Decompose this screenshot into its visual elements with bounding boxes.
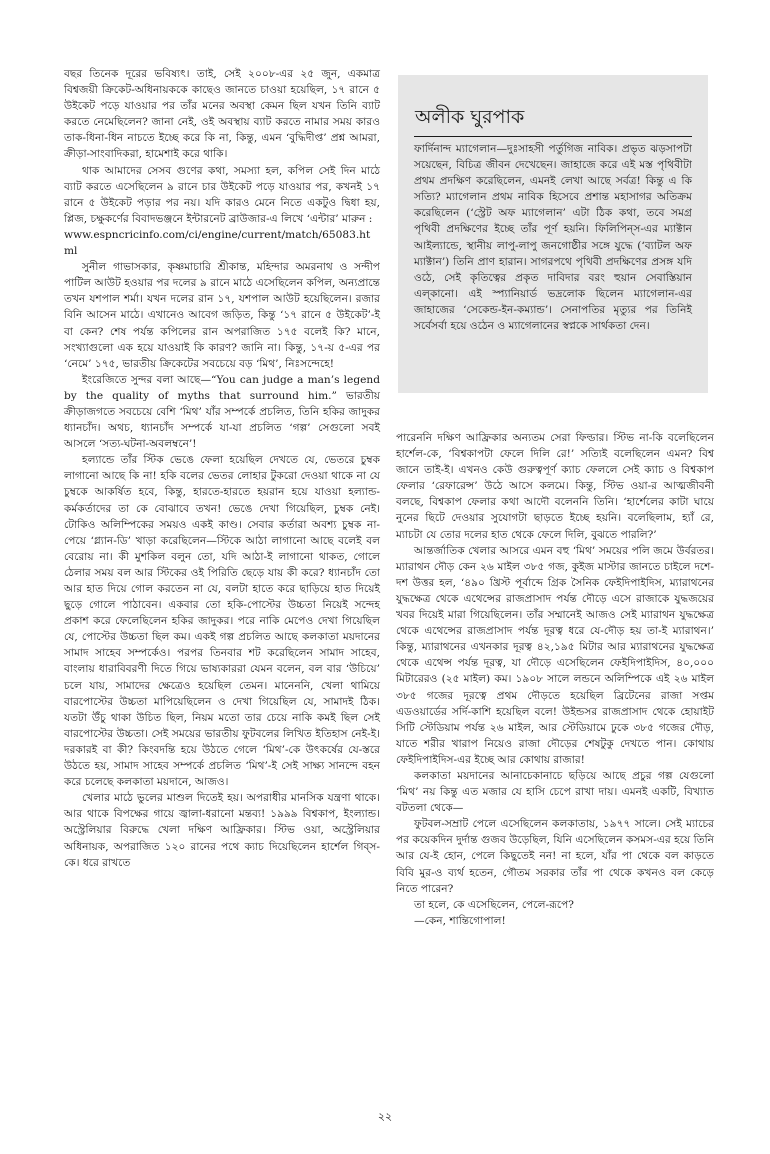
sidebar-divider [414,136,692,137]
left-text-column [64,66,380,871]
match-url: www.espncricinfo.com/ci/engine/current/match/65083.html [64,228,371,258]
paragraph: হল্যান্ডে তাঁর স্টিক ভেঙে ফেলা হয়েছিল দেখতে যে, ভেতরে চুম্বক লাগানো আছে কি না! হকি বলের ভেতর লোহার টুকরো দেওয়া থাকে না যে চুম্বকে আকর্ষিত হবে, কিন্তু, হারতে-হারতে হয়রান হয়ে যাওয়া হল্যান্ড-কর্মকর্তাদের তা কে বোঝাবে তখন! ভেঙে দেখা গিয়েছিল, চুম্বক নেই। টোকিও অলিম্পিকের সময়ও একই কাণ্ড। সেবার কর্তারা অবশ্য চুম্বক না-পেয়ে ‘গ্ল্যান-ডি’ খাড়া করেছিলেন—স্টিকে আঠা লাগানো আছে বলেই বল বেরোয় না। কী মুশকিল বলুন তো, যদি আঠা-ই লাগানো থাকত, গোলে ঠেলার সময় বল আর স্টিকের ওই পিরিতি ছেড়ে যায় কী করে? ধ্যানচাঁদ তো আর হাত দিয়ে গোল করতেন না যে, বলটা হাতে করে ছাড়িয়ে হাত দিয়েই ছুড়ে গোলে পাঠাবেন। একবার তো হকি-পোস্টের উচ্চতা নিয়েই সন্দেহ প্রকাশ করে ফেলেছিলেন হকির জাদুকর। পরে নাকি মেপেও দেখা গিয়েছিল যে, পোস্টের উচ্চতা ছিল কম। একই গল্প প্রচলিত আছে কলকাতা ময়দানের সামাদ সাহেব সম্পর্কেও। পরপর তিনবার শট করেছিলেন সামাদ সাহেব, বাংলায় ধারাবিবরণী দিতে গিয়ে ভাষ্যকাররা যেমন বলেন, বল বার ‘উচিয়ে’ চলে যায়, সামাদের ক্ষেত্রেও হয়েছিল তেমন। মানেননি, খেলা থামিয়ে বারপোস্টের উচ্চতা মাপিয়েছিলেন ও দেখা গিয়েছিল যে, সামাদই ঠিক। যতটা উঁচু থাকা উচিত ছিল, নিয়ম মতো তার চেয়ে নাকি কমই ছিল সেই বারপোস্টের উচ্চতা। সেই সময়ের ভারতীয় ফুটবলের লিখিত ইতিহাস নেই-ই। দরকারই বা কী? কিংবদন্তি হয়ে উঠতে গেলে ‘মিথ’-কে উৎকর্ষের যে-স্তরে উঠতে হয়, সামাদ সাহেব সম্পর্কে প্রচলিত ‘মিথ’-ই সেই সাক্ষ্য সানন্দে বহন করে চলেছে কলকাতা ময়দানে, আজও। [64,454,380,789]
sidebar-title: অলীক ঘুরপাক [415,106,525,128]
paragraph: খেলার মাঠে ভুলের মাশুল দিতেই হয়। অপরাধীর মানসিক যন্ত্রণা থাকে। আর থাকে বিপক্ষের গায়ে জ্বালা-ধরানো মন্তব্য! ১৯৯৯ বিশ্বকাপ, ইংল্যান্ড। অস্ট্রেলিয়ার বিরুদ্ধে খেলা দক্ষিণ আফ্রিকার। স্টিভ ওয়া, অস্ট্রেলিয়ার অধিনায়ক, অপরাজিত ১২০ রানের পথে ক্যাচ দিয়েছিলেন হার্শেল গিব্‌স-কে। ধরে রাখতে [64,792,380,869]
paragraph: ফুটবল-সম্রাট পেলে এসেছিলেন কলকাতায়, ১৯৭৭ সালে। সেই ম্যাচের পর কয়েকদিন দুর্দান্ত গুজব উড়েছিল, যিনি এসেছিলেন কসমস-এর হয়ে তিনি আর যে-ই হোন, পেলে কিছুতেই নন! না হলে, যাঁর পা থেকে বল কাড়তে বিবি মুর-ও ব্যর্থ হতেন, গৌতম সরকার তাঁর পা থেকে কখনও বল কেড়ে নিতে পারেন? [396,818,714,895]
paragraph: সুনীল গাভাসকার, কৃষ্ণমাচারি শ্রীকান্ত, মহিন্দার অমরনাথ ও সন্দীপ পাটিল আউট হওয়ার পর দলের ৯ রানে মাঠে এসেছিলেন কপিল, অন্যপ্রান্তে তখন যশপাল শর্মা। যখন দলের রান ১৭, যশপাল আউট হয়েছিলেন। রজার বিনি আসেন মাঠে। এখানেও আবেগ জড়িত, কিন্তু ‘১৭ রানে ৫ উইকেট’-ই বা কেন? শেষ পর্যন্ত কপিলের রান অপরাজিত ১৭৫ বলেই কি? মানে, সংখ্যাগুলো এক হয়ে যাওয়াই কি কারণ? জানি না। কিন্তু, ১৭-য় ৫-এর পর ‘নেমে’ ১৭৫, ভারতীয় ক্রিকেটের সবচেয়ে বড় ‘মিথ’, নিঃসন্দেহে! [64,261,380,370]
paragraph: —কেন, শান্তিগোপাল! [414,914,506,927]
paragraph: আন্তর্জাতিক খেলার আসরে এমন বহু ‘মিথ’ সময়ের পলি জমে উর্বরতর। ম্যারাথন দৌড় কেন ২৬ মাইল ৩৮৫ গজ, কুইজ মাস্টার জানতে চাইলে দশে-দশ উত্তর হল, ‘৪৯০ খ্রিস্ট পূর্বাব্দে গ্রিক সৈনিক ফেইদিপাইদিস, ম্যারাথনের যুদ্ধক্ষেত্র থেকে এথেন্সের রাজপ্রাসাদ পর্যন্ত দৌড়ে এসে রাজাকে যুদ্ধজয়ের খবর দিয়েই মারা গিয়েছিলেন। তাঁর সম্মানেই আজও সেই ম্যারাথন যুদ্ধক্ষেত্র থেকে এথেন্সের রাজপ্রাসাদ পর্যন্ত দূরত্ব ধরে যে-দৌড় হয় তা-ই ম্যারাথন।’ কিন্তু, ম্যারাথনের এখনকার দূরত্ব ৪২,১৯৫ মিটার আর ম্যারাথনের যুদ্ধক্ষেত্র থেকে এথেন্স পর্যন্ত দূরত্ব, যা দৌড়ে এসেছিলেন ফেইদিপাইদিস, ৪০,০০০ মিটারেরও (২৫ মাইল) কম। ১৯০৮ সালে লন্ডনে অলিম্পিকে এই ২৬ মাইল ৩৮৫ গজের দূরত্বে প্রথম দৌড়তে হয়েছিল ব্রিটেনের রাজা সপ্তম এডওয়ার্ডের সর্দি-কাশি হয়েছিল বলে! উইন্ডসর রাজপ্রাসাদ থেকে হোয়াইট সিটি স্টেডিয়াম পর্যন্ত ২৬ মাইল, আর স্টেডিয়ামে ঢুকে ৩৮৫ গজের দৌড়, যাতে শরীর খারাপ নিয়েও রাজা দৌড়ের শেষটুকু দেখতে পান। কোথায় ফেইদিপাইদিস-এর ইচ্ছে আর কোথায় রাজার! [396,544,714,766]
paragraph: তা হলে, কে এসেছিলেন, পেলে-রূপে? [414,898,574,911]
page-number: ২২ [377,1110,393,1123]
paragraph: পারেননি দক্ষিণ আফ্রিকার অন্যতম সেরা ফিল্ডার। স্টিভ না-কি বলেছিলেন হার্শেল-কে, ‘বিশ্বকাপটা ফেলে দিলি রে!’ সত্যিই বলেছিলেন এমন? বিশ্ব জানে তাই-ই। এখনও কেউ গুরুত্বপূর্ণ ক্যাচ ফেললে সেই ক্যাচ ও বিশ্বকাপ ফেলার ‘রেফারেন্স’ উঠে আসে কলমে। কিন্তু, স্টিভ ওয়া-র আত্মজীবনী বলছে, বিশ্বকাপ ফেলার কথা আদৌ বলেননি তিনি। ‘হার্শেলের কাটা ঘায়ে নুনের ছিটে দেওয়ার সুযোগটা ছাড়তে ইচ্ছে হয়নি। বলেছিলাম, হ্যাঁ রে, ম্যাচটা যে তোর দলের হাত থেকে ফেলে দিলি, বুঝতে পারলি?’ [396,432,714,541]
sidebar-box [398,75,708,393]
paragraph: থাক আমাদের সেসব গুণের কথা, সমস্যা হল, কপিল সেই দিন মাঠে ব্যাট করতে এসেছিলেন ৯ রানে চার উইকেট পড়ে যাওয়ার পর, কখনই ১৭ রানে ৫ উইকেট পড়ার পর নয়। যদি কারও মেনে নিতে একটুও দ্বিধা হয়, প্লিজ, চক্ষুকর্ণের বিবাদভঞ্জনে ইন্টারনেট ব্রাউজার-এ লিখে ‘এন্টার’ মারুন : [64,164,380,225]
sidebar-paragraph: ফার্দিনান্দ ম্যাগেলান—দুঃসাহসী পর্তুগিজ নাবিক। প্রভৃত ঝড়সাপটা সয়েছেন, বিচিত্র জীবন দেখেছেন। জাহাজে করে এই মস্ত পৃথিবীটা প্রথম প্রদক্ষিণ করেছিলেন, এমনই লেখা আছে সর্বত্র! কিন্তু এ কি সত্যি? ম্যাগেলান প্রথম নাবিক হিসেবে প্রশান্ত মহাসাগর অতিক্রম করেছিলেন (‘স্ট্রেট অফ ম্যাগেলান’ এটা ঠিক কথা, তবে সমগ্র পৃথিবী প্রদক্ষিণের ইচ্ছে তাঁর পূর্ণ হয়নি। ফিলিপিন্‌স-এর ম্যাক্টান আইল্যান্ডে, স্থানীয় লাপু-লাপু জনগোষ্ঠীর সঙ্গে যুদ্ধে (‘ব্যাটল অফ ম্যাক্টান’) তিনি প্রাণ হারান। সাগরপথে পৃথিবী প্রদক্ষিণের প্রসঙ্গ যদি ওঠে, সেই কৃতিত্বের প্রকৃত দাবিদার বরং হুয়ান সেবাস্তিয়ান এল্‌কানো। এই স্প্যানিয়ার্ড ভদ্রলোক ছিলেন ম্যাগেলান-এর জাহাজের ‘সেকেন্ড-ইন-কম্যান্ড’। সেনাপতির মৃত্যুর পর তিনিই সর্বেসর্বা হয়ে ওঠেন ও ম্যাগেলানের স্বপ্নকে সার্থকতা দেন। [414,143,692,333]
sidebar-body [414,141,692,334]
paragraph: ইংরেজিতে সুন্দর বলা আছে—“You can judge a man’s legend by the quality of myths that surround him.” ভারতীয় ক্রীড়াজগতে সবচেয়ে বেশি ‘মিথ’ যাঁর সম্পর্কে প্রচলিত, তিনি হকির জাদুকর ধ্যানচাঁদ। অথচ, ধ্যানচাঁদ সম্পর্কে যা-যা প্রচলিত ‘গল্প’ সেগুলো সবই আসলে ‘সত্য-ঘটনা-অবলম্বনে’! [64,373,380,451]
right-text-column [396,430,714,929]
paragraph: বছর তিনেক দূরের ভবিষ্যৎ। তাই, সেই ২০০৮-এর ২৫ জুন, একমাত্র বিশ্বজয়ী ক্রিকেট-অধিনায়ককে কাছেও জানতে চাওয়া হয়েছিল, ১৭ রানে ৫ উইকেট পড়ে যাওয়ার পর তাঁর মনের অবস্থা কেমন ছিল যখন তিনি ব্যাট করতে নেমেছিলেন? জানা নেই, ওই অবস্থায় ব্যাট করতে নামার সময় কারও তাক-ধিনা-ধিন নাচতে ইচ্ছে করে কি না, কিন্তু, এমন ‘বুদ্ধিদীপ্ত’ প্রশ্ন আমরা, ক্রীড়া-সাংবাদিকরা, হামেশাই করে থাকি। [64,68,380,161]
paragraph: কলকাতা ময়দানের আনাচেকানাচে ছড়িয়ে আছে প্রচুর গল্প যেগুলো ‘মিথ’ নয় কিন্তু এত মজার যে হাসি চেপে রাখা দায়। এমনই একটি, বিখ্যাত বটতলা থেকে— [396,769,714,815]
